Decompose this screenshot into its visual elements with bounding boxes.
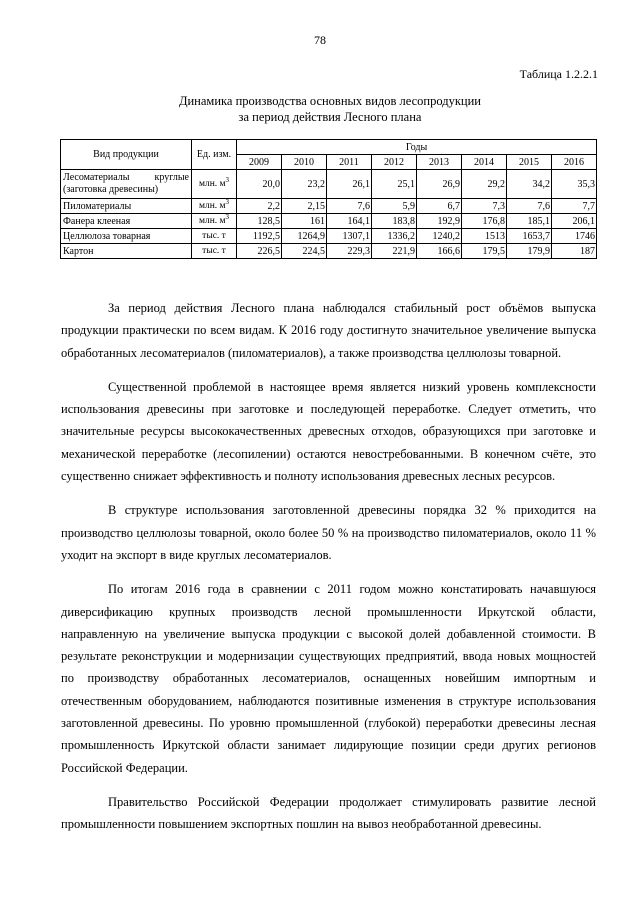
table-row xyxy=(61,170,597,199)
value-cell: 1336,2 xyxy=(372,229,417,244)
table-row xyxy=(61,229,597,244)
page-number: 78 xyxy=(314,33,326,47)
value-cell: 7,6 xyxy=(507,199,552,214)
value-cell: 1513 xyxy=(462,229,507,244)
header-year: 2012 xyxy=(372,155,417,170)
value-cell: 6,7 xyxy=(417,199,462,214)
value-cell: 229,3 xyxy=(327,244,372,259)
value-cell: 7,6 xyxy=(327,199,372,214)
unit-text: млн. м xyxy=(198,178,226,189)
header-year: 2016 xyxy=(552,155,597,170)
product-name-line-2: (заготовка древесины) xyxy=(63,184,159,195)
product-name-line-1 xyxy=(63,172,189,184)
table-row xyxy=(61,214,597,229)
value-cell: 2,2 xyxy=(237,199,282,214)
value-cell: 1264,9 xyxy=(282,229,327,244)
value-cell: 1746 xyxy=(552,229,597,244)
value-cell: 1192,5 xyxy=(237,229,282,244)
value-cell: 183,8 xyxy=(372,214,417,229)
unit-text: тыс. т xyxy=(202,230,226,241)
header-years: Годы xyxy=(237,140,597,155)
value-cell: 161 xyxy=(282,214,327,229)
value-cell: 25,1 xyxy=(372,170,417,199)
body-text xyxy=(61,297,596,848)
header-year: 2014 xyxy=(462,155,507,170)
value-cell: 224,5 xyxy=(282,244,327,259)
unit-text: тыс. т xyxy=(202,245,226,256)
value-cell: 34,2 xyxy=(507,170,552,199)
table-caption: Таблица 1.2.2.1 xyxy=(519,67,598,81)
unit-text: млн. м xyxy=(198,200,226,211)
value-cell: 221,9 xyxy=(372,244,417,259)
value-cell: 176,8 xyxy=(462,214,507,229)
unit-cell xyxy=(192,170,237,199)
paragraph: За период действия Лесного плана наблюдался стабильный рост объёмов выпуска продукции практически по всем видам. К 2016 году достигнуто значительное увеличение выпуска обработанных лесоматериалов (пиломатериалов), а также производства целлюлозы товарной. xyxy=(61,301,596,360)
paragraph: В структуре использования заготовленной древесины порядка 32 % приходится на производство целлюлозы товарной, около более 50 % на производство пиломатериалов, около 11 % уходит на экспорт в виде круглых лесоматериалов. xyxy=(61,503,596,562)
value-cell: 2,15 xyxy=(282,199,327,214)
header-product: Вид продукции xyxy=(61,140,192,170)
value-cell: 206,1 xyxy=(552,214,597,229)
value-cell: 1307,1 xyxy=(327,229,372,244)
product-name-part: Лесоматериалы xyxy=(63,172,130,183)
production-table xyxy=(60,139,597,259)
header-year: 2015 xyxy=(507,155,552,170)
value-cell: 179,9 xyxy=(507,244,552,259)
paragraph: Правительство Российской Федерации продолжает стимулировать развитие лесной промышленности повышением экспортных пошлин на вывоз необработанной древесины. xyxy=(61,794,596,832)
value-cell: 187 xyxy=(552,244,597,259)
unit-superscript: 3 xyxy=(225,175,230,184)
value-cell: 5,9 xyxy=(372,199,417,214)
header-unit: Ед. изм. xyxy=(192,140,237,170)
header-year: 2013 xyxy=(417,155,462,170)
value-cell: 179,5 xyxy=(462,244,507,259)
value-cell: 128,5 xyxy=(237,214,282,229)
table-row xyxy=(61,199,597,214)
product-name xyxy=(61,170,192,199)
unit-cell xyxy=(192,214,237,229)
value-cell: 226,5 xyxy=(237,244,282,259)
value-cell: 164,1 xyxy=(327,214,372,229)
value-cell: 26,9 xyxy=(417,170,462,199)
value-cell: 23,2 xyxy=(282,170,327,199)
unit-superscript: 3 xyxy=(225,213,230,221)
product-name-part: круглые xyxy=(154,172,189,183)
product-name: Целлюлоза товарная xyxy=(61,229,192,244)
table-title xyxy=(0,93,640,125)
product-name: Картон xyxy=(61,244,192,259)
table-title-line-2: за период действия Лесного плана xyxy=(238,110,422,124)
value-cell: 29,2 xyxy=(462,170,507,199)
value-cell: 7,3 xyxy=(462,199,507,214)
paragraph: Существенной проблемой в настоящее время является низкий уровень комплексности использования древесины при заготовке и последующей переработке. Следует отметить, что значительные ресурсы высококачественных древесных отходов, образующихся при заготовке и механической переработке (лесопилении) остаются невостребованными. В конечном счёте, это существенно снижает эффективность и полноту использования древесных лесных ресурсов. xyxy=(61,379,596,484)
product-name: Фанера клееная xyxy=(61,214,192,229)
value-cell: 192,9 xyxy=(417,214,462,229)
table-body xyxy=(61,170,597,259)
unit-text: млн. м xyxy=(198,215,226,226)
value-cell: 1653,7 xyxy=(507,229,552,244)
unit-cell xyxy=(192,229,237,244)
header-year: 2011 xyxy=(327,155,372,170)
unit-superscript: 3 xyxy=(225,198,230,206)
unit-cell xyxy=(192,199,237,214)
value-cell: 185,1 xyxy=(507,214,552,229)
value-cell: 20,0 xyxy=(237,170,282,199)
product-name: Пиломатериалы xyxy=(61,199,192,214)
table-title-line-1: Динамика производства основных видов лесопродукции xyxy=(178,94,482,108)
value-cell: 26,1 xyxy=(327,170,372,199)
value-cell: 35,3 xyxy=(552,170,597,199)
unit-cell xyxy=(192,244,237,259)
table-row xyxy=(61,244,597,259)
header-year: 2009 xyxy=(237,155,282,170)
paragraph: По итогам 2016 года в сравнении с 2011 годом можно констатировать начавшуюся диверсификацию крупных производств лесной промышленности Иркутской области, направленную на увеличение выпуска продукции с высокой долей добавленной стоимости. В результате реконструкции и модернизации существующих предприятий, ввода новых мощностей по производству обработанных лесоматериалов, оснащенных новейшим импортным и отечественным оборудованием, наблюдаются позитивные изменения в структуре использования заготовленной древесины. По уровню промышленной (глубокой) переработки древесины лесная промышленность Иркутской области занимает лидирующие позиции среди других регионов Российской Федерации. xyxy=(61,582,596,775)
value-cell: 166,6 xyxy=(417,244,462,259)
header-year: 2010 xyxy=(282,155,327,170)
value-cell: 7,7 xyxy=(552,199,597,214)
table-header-row xyxy=(61,140,597,155)
value-cell: 1240,2 xyxy=(417,229,462,244)
